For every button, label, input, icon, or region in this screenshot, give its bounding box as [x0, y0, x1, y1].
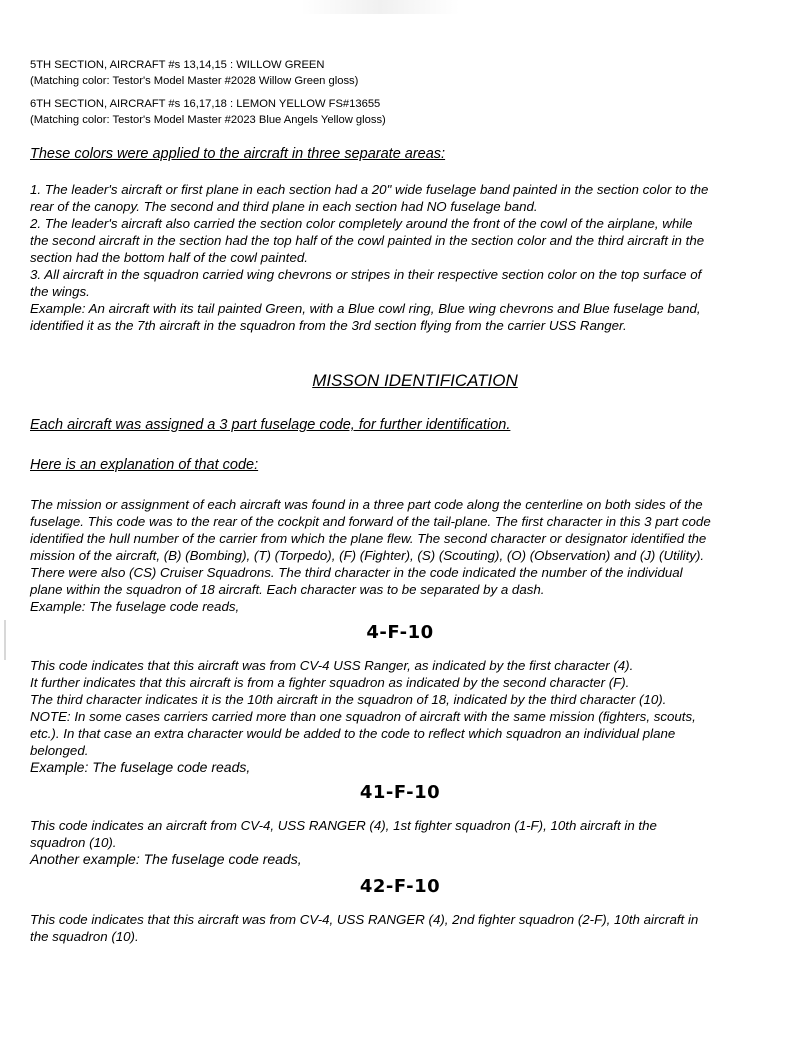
explanation-line: Here is an explanation of that code:: [30, 457, 259, 473]
fifth-section-matching-color: (Matching color: Testor's Model Master #2028 Willow Green gloss): [30, 75, 359, 87]
colors-paragraph: [30, 181, 792, 334]
mission-line: identified the hull number of the carrier from which the plane flew. The second character or designator identified the: [30, 531, 707, 546]
colors-line: the wings.: [30, 284, 90, 299]
fuselage-code-example-3: 42-F-10: [359, 876, 441, 897]
code2-explanation: [30, 817, 792, 868]
code2-example-line: Another example: The fuselage code reads,: [30, 851, 302, 867]
mission-line: Example: The fuselage code reads,: [30, 599, 240, 614]
code3-explanation: [30, 911, 792, 945]
fifth-section-block: [30, 57, 792, 89]
code1-line: This code indicates that this aircraft was from CV-4 USS Ranger, as indicated by the first character (4).: [30, 658, 634, 673]
code3-line: This code indicates that this aircraft was from CV-4, USS RANGER (4), 2nd fighter squadron (2-F), 10th aircraft in: [30, 912, 699, 927]
mission-line: mission of the aircraft, (B) (Bombing), (T) (Torpedo), (F) (Fighter), (S) (Scouting), (O) (Observation) and (J) (Utility).: [30, 548, 705, 563]
code3-line: the squadron (10).: [30, 929, 139, 944]
fuselage-code-example-1: 4-F-10: [366, 622, 434, 643]
sixth-section-title: 6TH SECTION, AIRCRAFT #s 16,17,18 : LEMON YELLOW FS#13655: [30, 98, 381, 110]
colors-line: section had the bottom half of the cowl painted.: [30, 250, 308, 265]
code1-line: The third character indicates it is the 10th aircraft in the squadron of 18, indicated by the third character (10).: [30, 692, 667, 707]
code2-line: This code indicates an aircraft from CV-4, USS RANGER (4), 1st fighter squadron (1-F), 10th aircraft in the: [30, 818, 657, 833]
code1-example-line: Example: The fuselage code reads,: [30, 759, 251, 775]
fuselage-code-example-2: 41-F-10: [359, 782, 441, 803]
sixth-section-matching-color: (Matching color: Testor's Model Master #2023 Blue Angels Yellow gloss): [30, 114, 386, 126]
code2-line: squadron (10).: [30, 835, 117, 850]
mission-line: plane within the squadron of 18 aircraft. Each character was to be separated by a dash.: [30, 582, 545, 597]
colors-line: rear of the canopy. The second and third plane in each section had NO fuselage band.: [30, 199, 538, 214]
colors-line: 2. The leader's aircraft also carried the section color completely around the front of the cowl of the airplane, while: [30, 216, 693, 231]
mission-line: The mission or assignment of each aircraft was found in a three part code along the centerline on both sides of the: [30, 497, 703, 512]
code1-line: belonged.: [30, 743, 89, 758]
mission-paragraph: [30, 496, 792, 615]
scan-smear: [300, 0, 460, 14]
fifth-section-title: 5TH SECTION, AIRCRAFT #s 13,14,15 : WILLOW GREEN: [30, 59, 325, 71]
code1-line: It further indicates that this aircraft is from a fighter squadron as indicated by the second character (F).: [30, 675, 630, 690]
code1-explanation: [30, 657, 792, 776]
code1-line: NOTE: In some cases carriers carried more than one squadron of aircraft with the same mission (fighters, scouts,: [30, 709, 696, 724]
colors-heading: These colors were applied to the aircraft in three separate areas:: [30, 146, 446, 162]
colors-line: the second aircraft in the section had the top half of the cowl painted in the section color and the third aircraft in the: [30, 233, 705, 248]
colors-line: 3. All aircraft in the squadron carried wing chevrons or stripes in their respective section color on the top surface of: [30, 267, 702, 282]
mission-line: There were also (CS) Cruiser Squadrons. The third character in the code indicated the number of the individual: [30, 565, 683, 580]
code1-line: etc.). In that case an extra character would be added to the code to reflect which squadron an individual plane: [30, 726, 676, 741]
mission-line: fuselage. This code was to the rear of the cockpit and forward of the tail-plane. The first character in this 3 part code: [30, 514, 711, 529]
colors-line: identified it as the 7th aircraft in the squadron from the 3rd section flying from the carrier USS Ranger.: [30, 318, 627, 333]
assigned-code-line: Each aircraft was assigned a 3 part fuselage code, for further identification.: [30, 417, 511, 433]
colors-line: Example: An aircraft with its tail painted Green, with a Blue cowl ring, Blue wing chevrons and Blue fuselage band,: [30, 301, 701, 316]
mission-identification-heading: MISSON IDENTIFICATION: [312, 371, 518, 390]
colors-line: 1. The leader's aircraft or first plane in each section had a 20" wide fuselage band painted in the section color to the: [30, 182, 709, 197]
sixth-section-block: [30, 96, 792, 128]
